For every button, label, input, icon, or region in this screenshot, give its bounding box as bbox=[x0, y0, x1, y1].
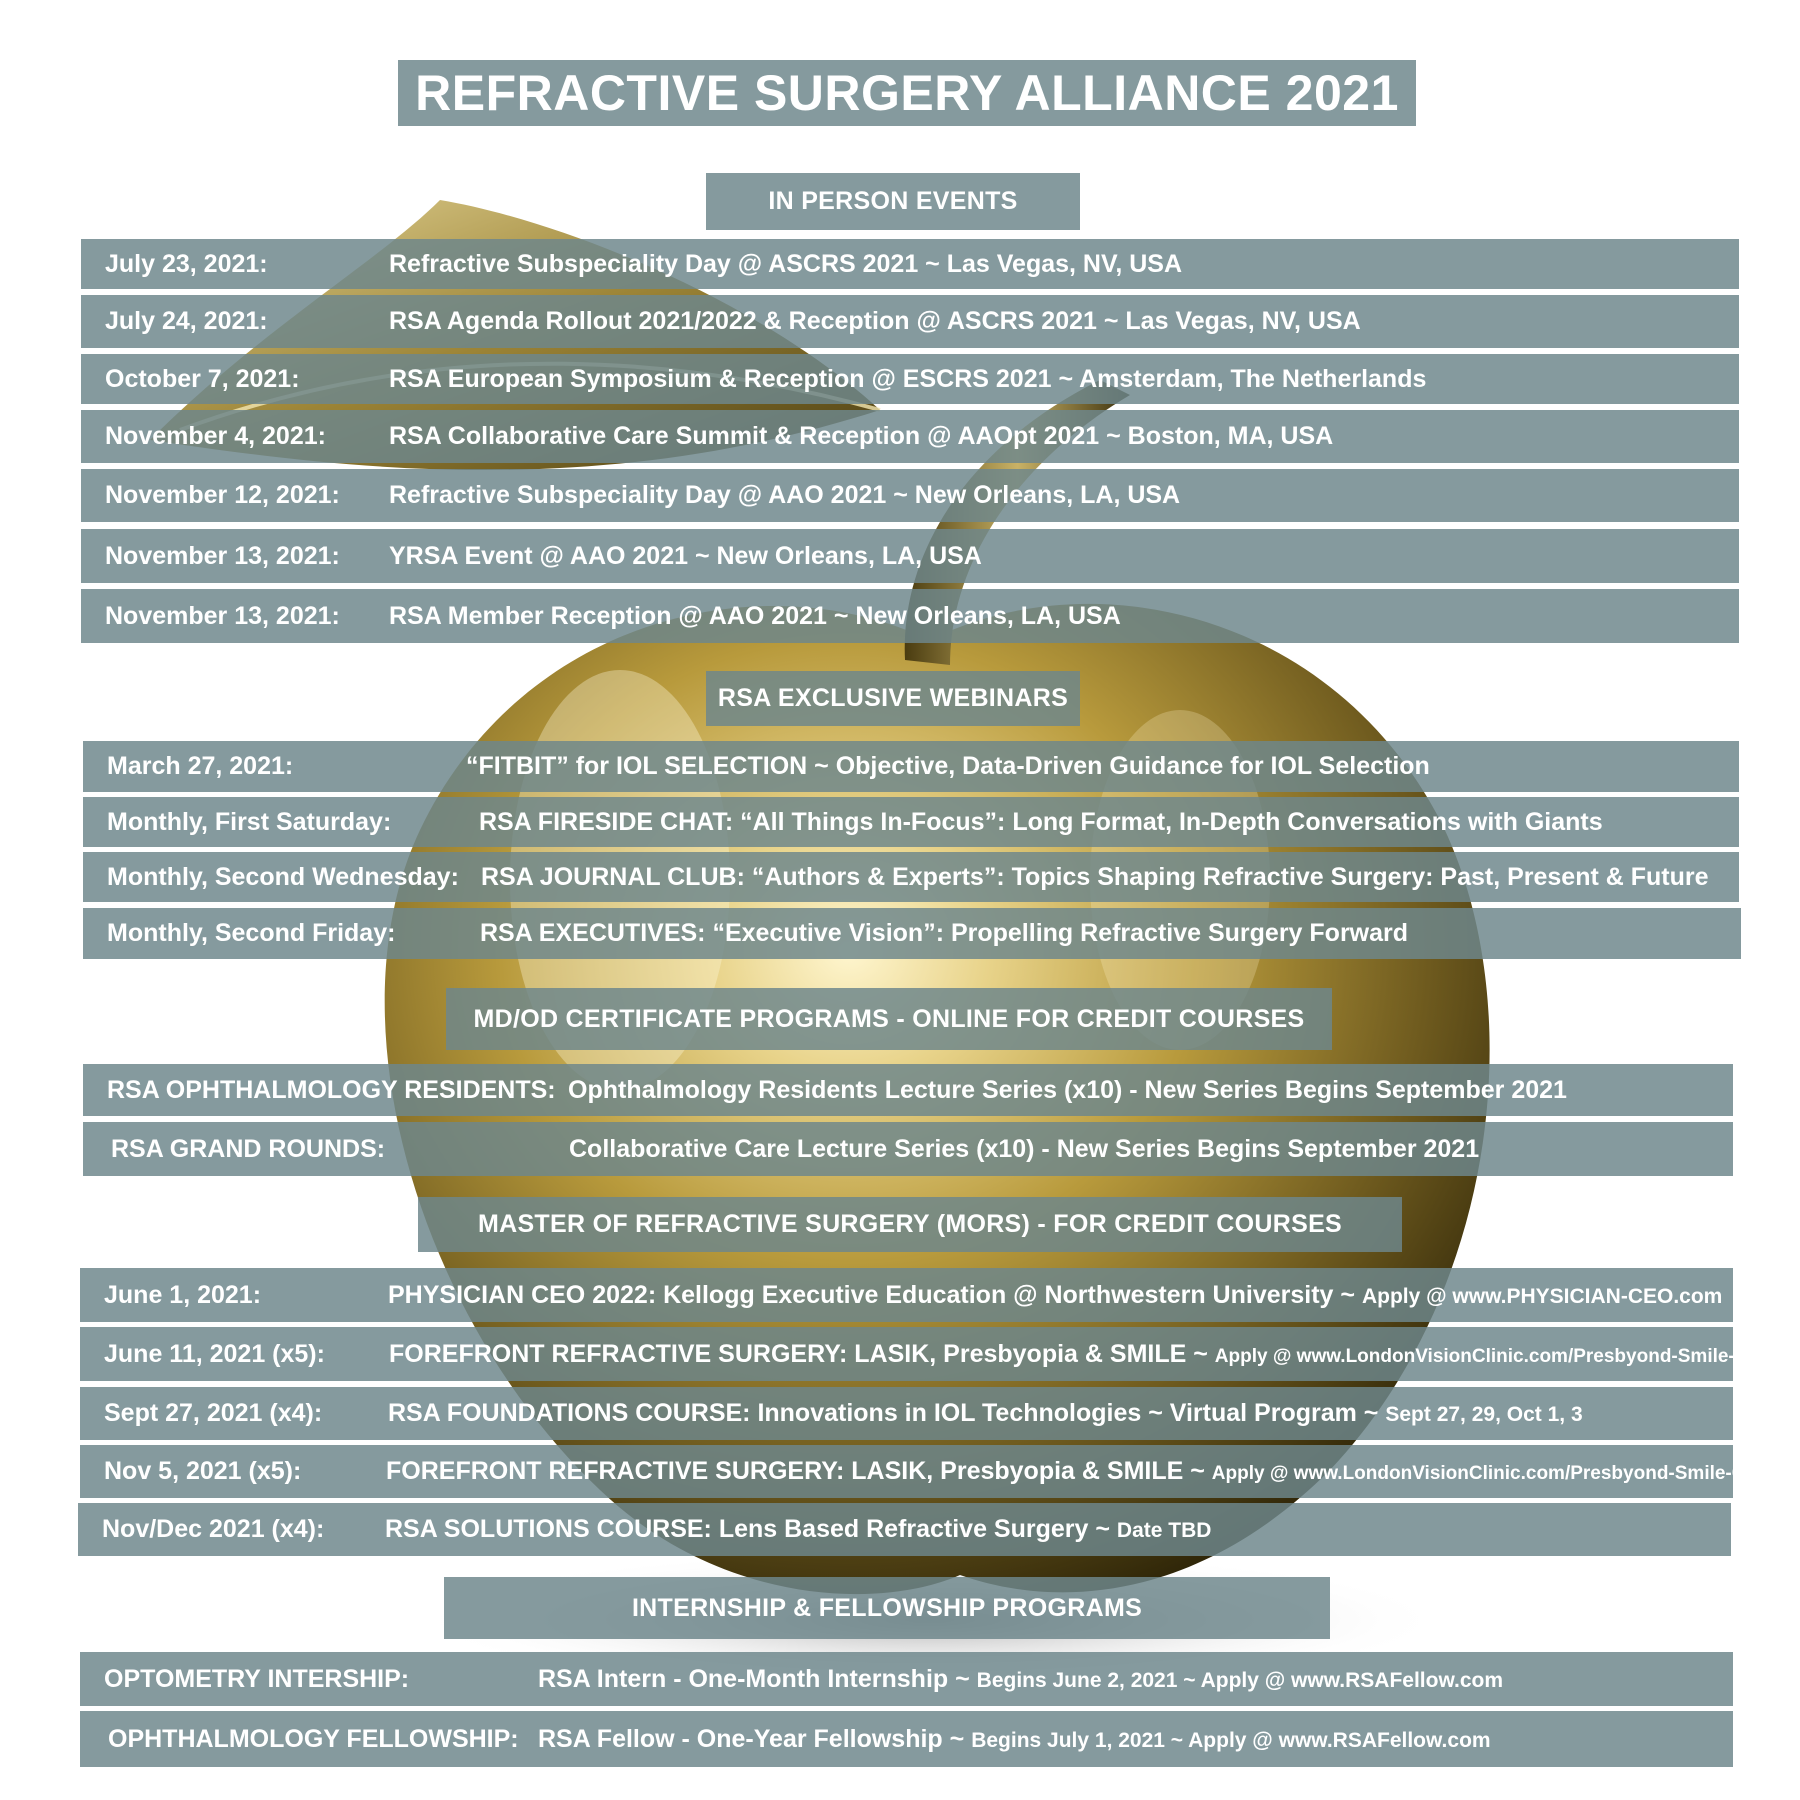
section-header-webinars: RSA EXCLUSIVE WEBINARS bbox=[706, 671, 1080, 726]
course-note: Apply @ www.PHYSICIAN-CEO.com bbox=[1361, 1284, 1723, 1308]
course-description: RSA SOLUTIONS COURSE: Lens Based Refractive Surgery ~ bbox=[385, 1515, 1110, 1543]
course-description: FOREFRONT REFRACTIVE SURGERY: LASIK, Presbyopia & SMILE ~ bbox=[389, 1339, 1208, 1368]
program-name: OPTOMETRY INTERSHIP: bbox=[104, 1664, 410, 1693]
list-item bbox=[81, 529, 1739, 583]
event-date: November 13, 2021: bbox=[105, 541, 340, 570]
list-item bbox=[80, 1445, 1798, 1498]
list-item bbox=[81, 589, 1739, 643]
list-item bbox=[83, 1064, 1733, 1116]
section-header-in-person: IN PERSON EVENTS bbox=[706, 173, 1080, 230]
section-header-mors: MASTER OF REFRACTIVE SURGERY (MORS) - FOR CREDIT COURSES bbox=[418, 1197, 1402, 1252]
webinar-description: “FITBIT” for IOL SELECTION ~ Objective, Data-Driven Guidance for IOL Selection bbox=[466, 752, 1430, 780]
course-note: Apply @ www.LondonVisionClinic.com/Presbyond-Smile-Course bbox=[1214, 1345, 1800, 1367]
list-item bbox=[78, 1503, 1731, 1556]
list-item bbox=[81, 354, 1739, 404]
course-date: June 1, 2021: bbox=[104, 1280, 262, 1309]
course-note: Date TBD bbox=[1116, 1519, 1212, 1542]
list-item bbox=[83, 741, 1739, 792]
event-description: RSA Agenda Rollout 2021/2022 & Reception @ ASCRS 2021 ~ Las Vegas, NV, USA bbox=[389, 307, 1361, 335]
program-note: Begins June 2, 2021 ~ Apply @ www.RSAFellow.com bbox=[976, 1668, 1504, 1692]
event-description: Refractive Subspeciality Day @ AAO 2021 ~ New Orleans, LA, USA bbox=[389, 481, 1181, 509]
event-description: RSA European Symposium & Reception @ ESCRS 2021 ~ Amsterdam, The Netherlands bbox=[389, 364, 1427, 393]
program-name: RSA OPHTHALMOLOGY RESIDENTS: bbox=[107, 1075, 556, 1104]
webinar-description: RSA FIRESIDE CHAT: “All Things In-Focus”: Long Format, In-Depth Conversations with Giants bbox=[479, 807, 1603, 836]
webinar-schedule: Monthly, Second Friday: bbox=[107, 919, 396, 947]
section-header-internship: INTERNSHIP & FELLOWSHIP PROGRAMS bbox=[444, 1577, 1330, 1639]
program-description: Ophthalmology Residents Lecture Series (x10) - New Series Begins September 2021 bbox=[568, 1075, 1567, 1104]
list-item bbox=[83, 1122, 1733, 1176]
list-item bbox=[80, 1268, 1733, 1322]
webinar-description: RSA JOURNAL CLUB: “Authors & Experts”: Topics Shaping Refractive Surgery: Past, Present & Future bbox=[481, 862, 1709, 891]
list-item bbox=[83, 852, 1739, 902]
list-item bbox=[80, 1387, 1733, 1440]
course-description: RSA FOUNDATIONS COURSE: Innovations in IOL Technologies ~ Virtual Program ~ bbox=[388, 1399, 1379, 1427]
course-note: Sept 27, 29, Oct 1, 3 bbox=[1385, 1403, 1583, 1426]
list-item bbox=[81, 410, 1739, 463]
webinar-schedule: March 27, 2021: bbox=[107, 752, 294, 780]
course-date: Nov 5, 2021 (x5): bbox=[104, 1457, 302, 1485]
program-description: RSA Fellow - One-Year Fellowship ~ bbox=[538, 1724, 965, 1753]
list-item bbox=[80, 1327, 1800, 1381]
event-date: November 12, 2021: bbox=[105, 481, 340, 509]
event-date: November 4, 2021: bbox=[105, 422, 326, 450]
section-header-certificate: MD/OD CERTIFICATE PROGRAMS - ONLINE FOR CREDIT COURSES bbox=[446, 988, 1332, 1050]
list-item bbox=[81, 295, 1739, 348]
course-date: June 11, 2021 (x5): bbox=[104, 1339, 325, 1368]
program-name: RSA GRAND ROUNDS: bbox=[111, 1134, 386, 1163]
course-date: Sept 27, 2021 (x4): bbox=[104, 1399, 323, 1427]
webinar-schedule: Monthly, First Saturday: bbox=[107, 807, 392, 836]
list-item bbox=[81, 239, 1739, 289]
webinar-description: RSA EXECUTIVES: “Executive Vision”: Propelling Refractive Surgery Forward bbox=[480, 919, 1409, 947]
event-description: YRSA Event @ AAO 2021 ~ New Orleans, LA, USA bbox=[389, 541, 982, 570]
course-description: FOREFRONT REFRACTIVE SURGERY: LASIK, Presbyopia & SMILE ~ bbox=[386, 1457, 1205, 1485]
event-description: RSA Member Reception @ AAO 2021 ~ New Orleans, LA, USA bbox=[389, 601, 1121, 630]
event-date: July 23, 2021: bbox=[105, 249, 268, 278]
event-date: October 7, 2021: bbox=[105, 364, 300, 393]
list-item bbox=[80, 1652, 1733, 1706]
program-name: OPHTHALMOLOGY FELLOWSHIP: bbox=[108, 1724, 519, 1753]
event-description: RSA Collaborative Care Summit & Reception @ AAOpt 2021 ~ Boston, MA, USA bbox=[389, 422, 1334, 450]
page-title: REFRACTIVE SURGERY ALLIANCE 2021 bbox=[398, 60, 1416, 126]
list-item bbox=[83, 908, 1741, 959]
program-description: Collaborative Care Lecture Series (x10) - New Series Begins September 2021 bbox=[569, 1134, 1480, 1163]
event-date: November 13, 2021: bbox=[105, 601, 340, 630]
course-description: PHYSICIAN CEO 2022: Kellogg Executive Education @ Northwestern University ~ bbox=[388, 1280, 1355, 1309]
event-date: July 24, 2021: bbox=[105, 307, 268, 335]
program-note: Begins July 1, 2021 ~ Apply @ www.RSAFellow.com bbox=[971, 1728, 1491, 1752]
event-description: Refractive Subspeciality Day @ ASCRS 2021 ~ Las Vegas, NV, USA bbox=[389, 249, 1183, 278]
list-item bbox=[81, 469, 1739, 522]
list-item bbox=[80, 1711, 1733, 1767]
course-date: Nov/Dec 2021 (x4): bbox=[102, 1515, 325, 1543]
program-description: RSA Intern - One-Month Internship ~ bbox=[538, 1664, 970, 1693]
webinar-schedule: Monthly, Second Wednesday: bbox=[107, 862, 459, 891]
list-item bbox=[83, 797, 1739, 847]
course-note: Apply @ www.LondonVisionClinic.com/Presbyond-Smile-Course bbox=[1211, 1463, 1798, 1484]
